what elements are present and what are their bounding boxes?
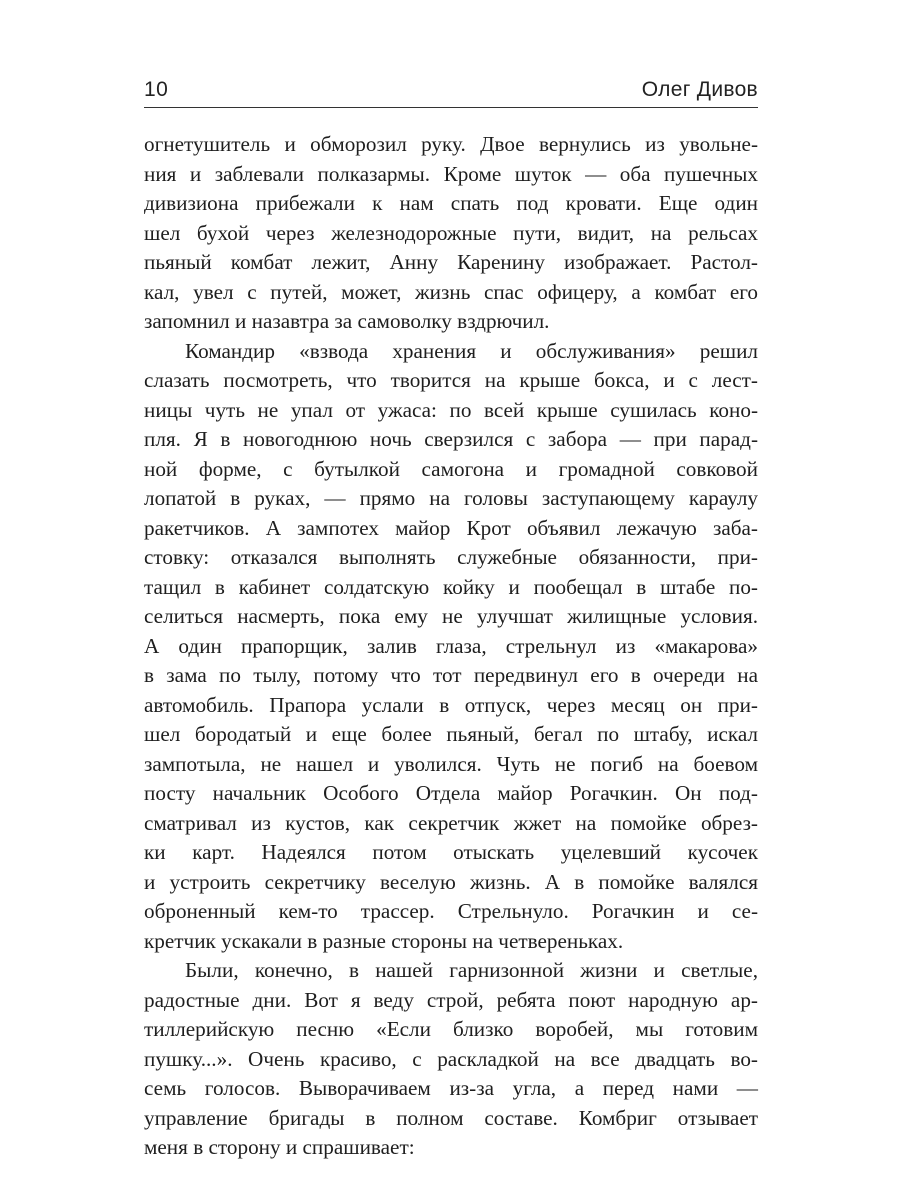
running-header	[144, 74, 758, 108]
text-line: А один прапорщик, залив глаза, стрельнул из «макарова»	[144, 633, 758, 658]
text-line: семь голосов. Выворачиваем из-за угла, а перед нами —	[144, 1076, 758, 1100]
text-line: огнетушитель и обморозил руку. Двое вернулись из увольне-	[144, 132, 758, 156]
text-line: меня в сторону и спрашивает:	[144, 1135, 415, 1159]
running-author: Олег Дивов	[641, 78, 758, 101]
text-line: слазать посмотреть, что творится на крыше бокса, и с лест-	[144, 368, 758, 392]
text-line: шел бухой через железнодорожные пути, видит, на рельсах	[144, 220, 758, 245]
paragraph	[144, 337, 758, 957]
text-line: пьяный комбат лежит, Анну Каренину изображает. Растол-	[144, 250, 758, 274]
text-line: кретчик ускакали в разные стороны на четвереньках.	[144, 928, 624, 953]
text-line: тиллерийскую песню «Если близко воробей, мы готовим	[144, 1017, 758, 1041]
text-line: шел бородатый и еще более пьяный, бегал по штабу, искал	[144, 722, 758, 746]
text-line: в зама по тылу, потому что тот передвинул его в очереди на	[144, 663, 758, 687]
text-line: пля. Я в новогоднюю ночь сверзился с забора — при парад-	[144, 427, 758, 451]
text-line: посту начальник Особого Отдела майор Рогачкин. Он под-	[144, 781, 758, 805]
paragraph	[144, 130, 758, 337]
text-line: стовку: отказался выполнять служебные обязанности, при-	[144, 545, 758, 569]
text-line: ницы чуть не упал от ужаса: по всей крыше сушилась коно-	[144, 397, 758, 422]
text-line: лопатой в руках, — прямо на головы заступающему караулу	[144, 486, 758, 510]
text-line: автомобиль. Прапора услали в отпуск, через месяц он при-	[144, 692, 758, 717]
text-line: Были, конечно, в нашей гарнизонной жизни и светлые,	[185, 958, 758, 982]
body-text	[144, 130, 758, 1163]
text-line: ния и заблевали полказармы. Кроме шуток — оба пушечных	[144, 161, 758, 186]
text-line: пушку...». Очень красиво, с раскладкой на все двадцать во-	[144, 1046, 758, 1071]
text-line: тащил в кабинет солдатскую койку и пообещал в штабе по-	[144, 574, 758, 599]
page-number: 10	[144, 78, 169, 101]
text-line: кал, увел с путей, может, жизнь спас офицеру, а комбат его	[144, 279, 758, 304]
text-line: селиться насмерть, пока ему не улучшат жилищные условия.	[144, 604, 758, 628]
text-line: Командир «взвода хранения и обслуживания» решил	[185, 338, 758, 363]
text-line: ракетчиков. А зампотех майор Крот объявил лежачую заба-	[144, 515, 758, 540]
text-line: и устроить секретчику веселую жизнь. А в помойке валялся	[144, 869, 758, 894]
text-line: ной форме, с бутылкой самогона и громадной совковой	[144, 456, 758, 481]
text-line: зампотыла, не нашел и уволился. Чуть не погиб на боевом	[144, 751, 758, 776]
paragraph	[144, 956, 758, 1163]
text-line: сматривал из кустов, как секретчик жжет на помойке обрез-	[144, 810, 758, 835]
text-line: управление бригады в полном составе. Комбриг отзывает	[144, 1105, 758, 1130]
header-rule	[144, 107, 758, 108]
text-line: оброненный кем-то трассер. Стрельнуло. Рогачкин и се-	[144, 899, 758, 923]
text-line: дивизиона прибежали к нам спать под кровати. Еще один	[144, 191, 758, 215]
text-line: запомнил и назавтра за самоволку вздрючил.	[144, 309, 550, 333]
text-line: радостные дни. Вот я веду строй, ребята поют народную ар-	[144, 987, 758, 1012]
text-line: ки карт. Надеялся потом отыскать уцелевший кусочек	[144, 840, 758, 864]
